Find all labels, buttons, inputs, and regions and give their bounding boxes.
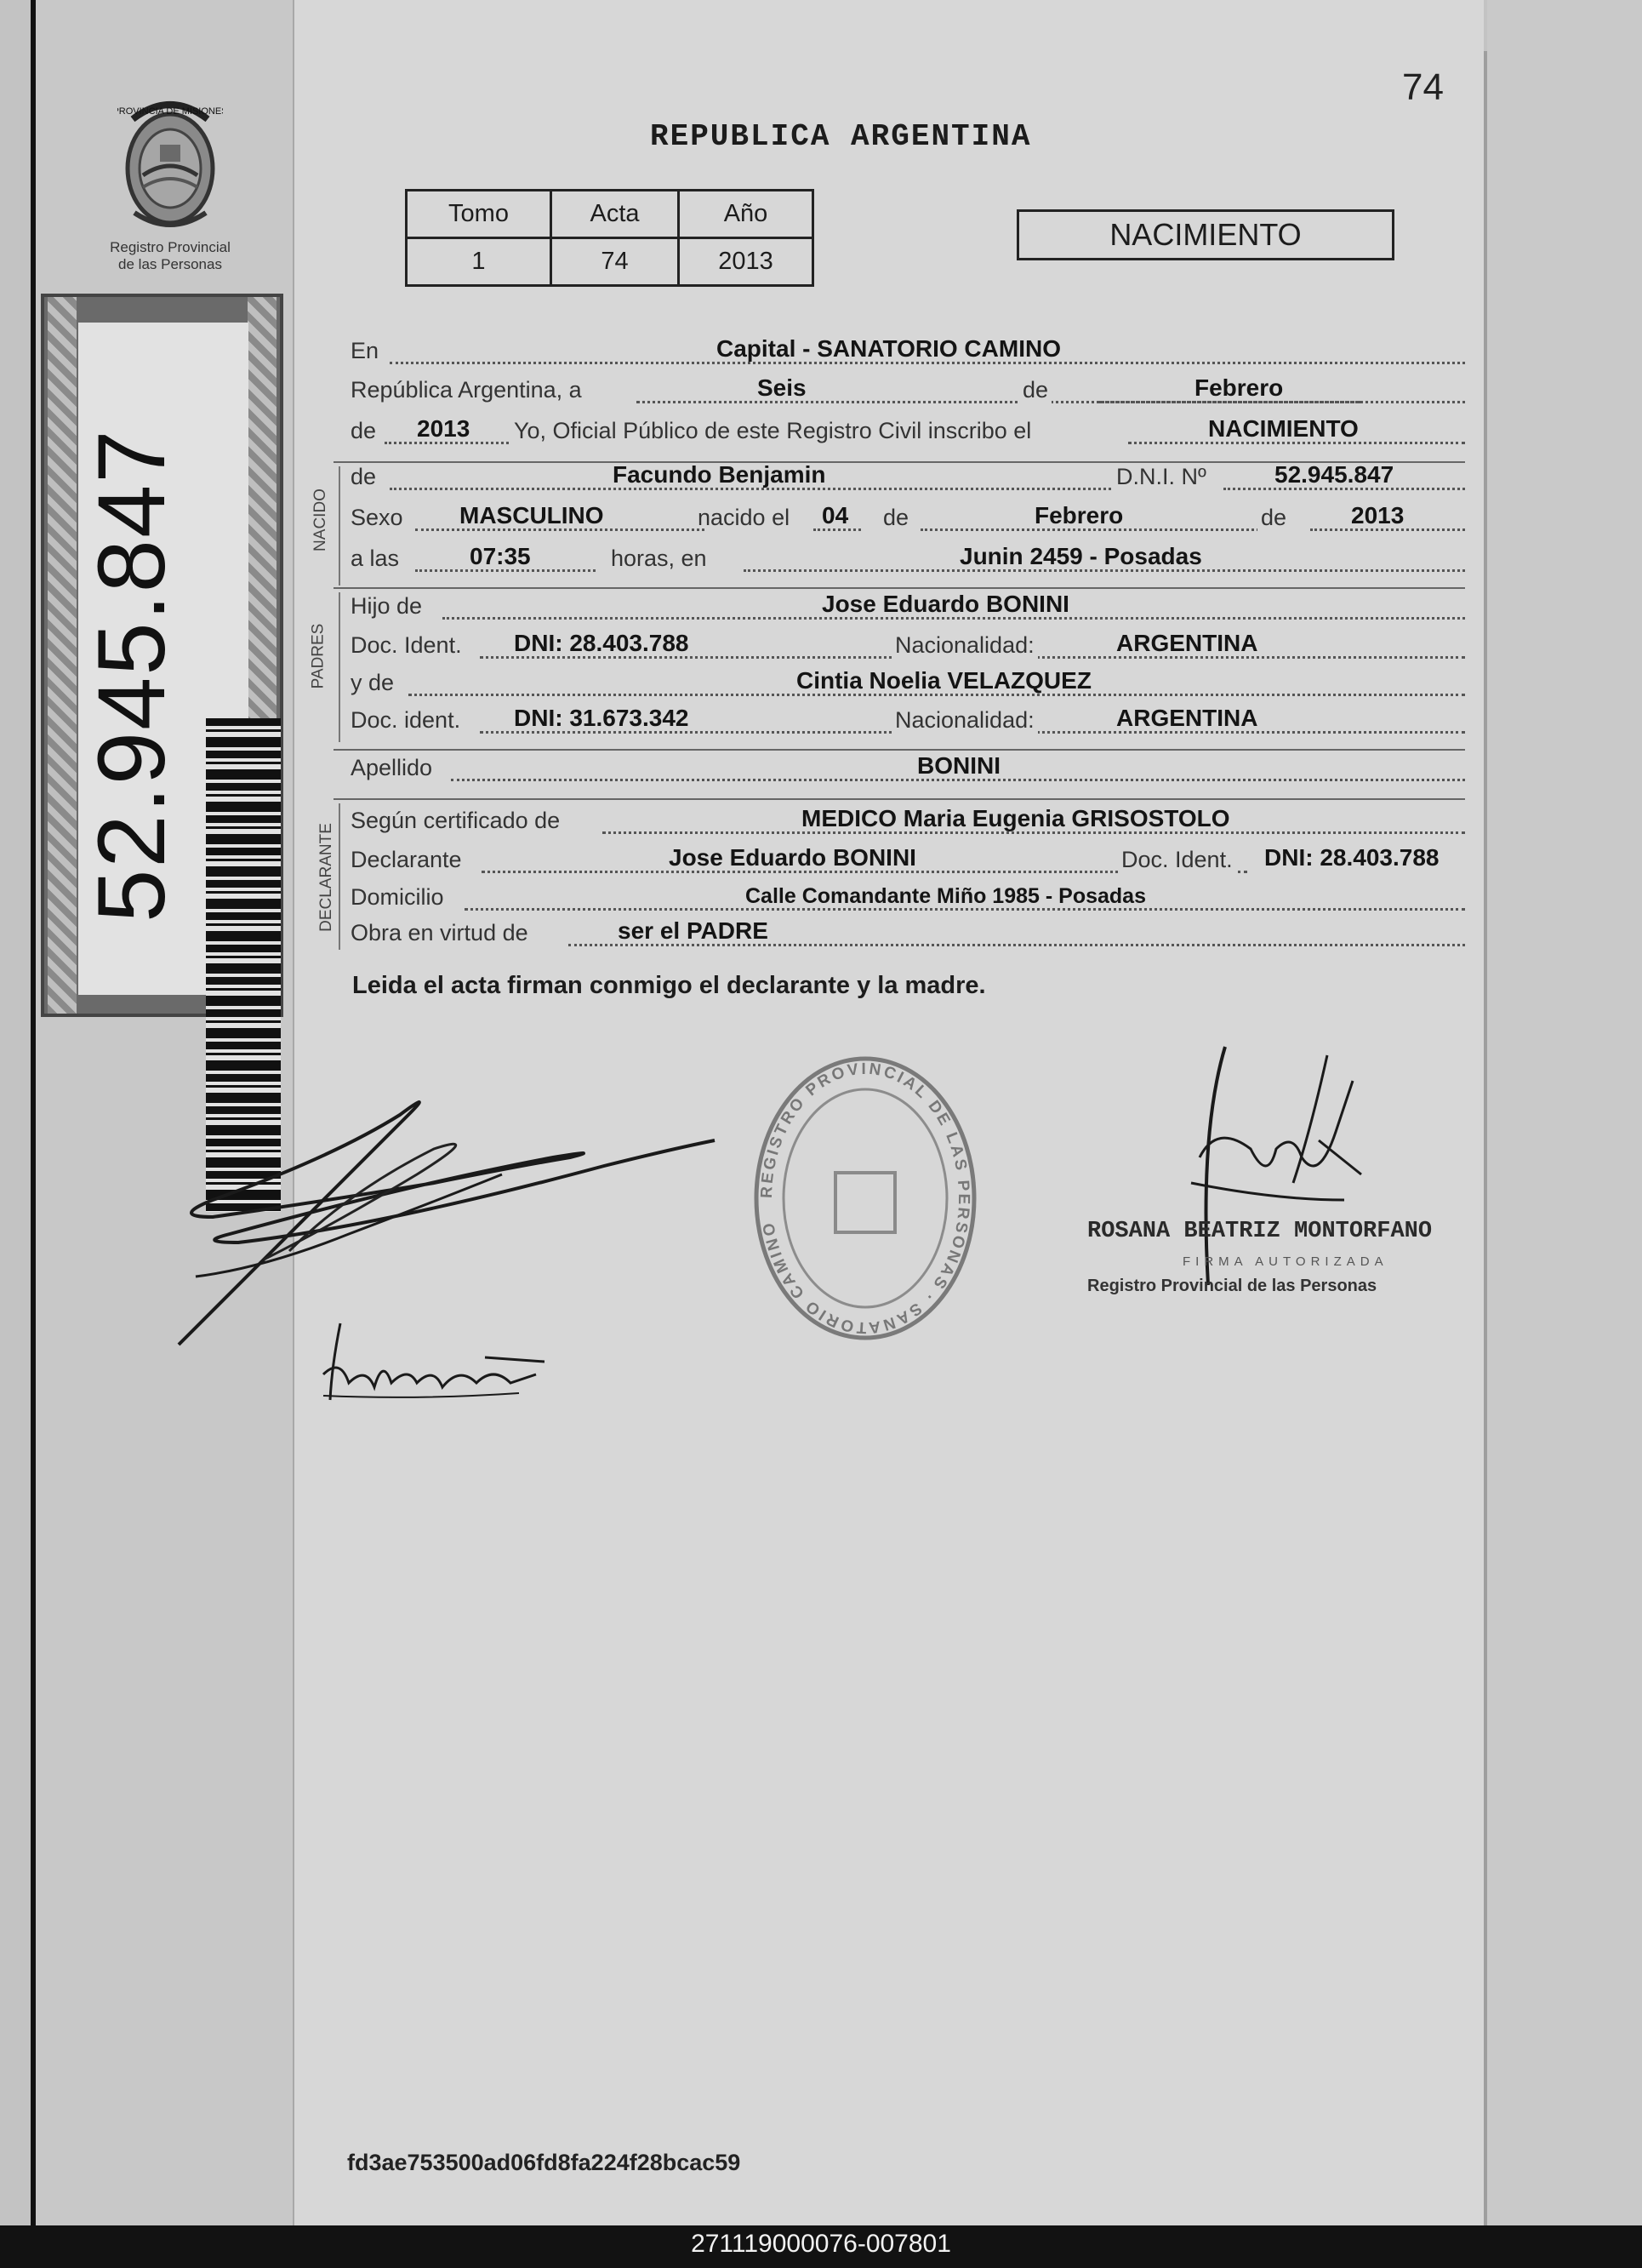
label-y-de: y de (351, 670, 395, 695)
section-label-padres: PADRES (309, 623, 328, 689)
label-doc-madre: Doc. ident. (351, 707, 461, 733)
logo-line-2: de las Personas (118, 256, 222, 272)
label-de-nombre: de (351, 464, 377, 489)
line-padre (351, 589, 1465, 625)
label-doc-declarante: Doc. Ident. (1118, 847, 1236, 873)
stamp-text: REGISTRO PROVINCIAL DE LAS PERSONAS · SANATORIO CAMINO (757, 1060, 973, 1337)
header-tomo: Tomo (407, 191, 551, 238)
label-obra: Obra en virtud de (351, 920, 528, 945)
line-domicilio (351, 880, 1465, 916)
value-place: Capital - SANATORIO CAMINO (716, 335, 1061, 362)
act-type-box: NACIMIENTO (1017, 209, 1394, 260)
label-domicilio: Domicilio (351, 884, 444, 910)
line-sexo (351, 500, 1465, 536)
closing-statement: Leida el acta firman conmigo el declarante y la madre. (352, 972, 986, 999)
value-birth-month: Febrero (1035, 502, 1124, 528)
value-first-names: Facundo Benjamin (613, 461, 826, 488)
page-number: 74 (1402, 66, 1444, 108)
document-title: REPUBLICA ARGENTINA (650, 119, 1032, 154)
coat-of-arms-icon (117, 85, 223, 235)
value-act: NACIMIENTO (1208, 415, 1359, 442)
value-ano: 2013 (679, 238, 813, 286)
line-madre-doc (351, 703, 1465, 739)
line-nombre (351, 460, 1465, 495)
registry-stamp (742, 1045, 989, 1351)
label-declarante: Declarante (351, 847, 462, 872)
label-doc-padre: Doc. Ident. (351, 632, 462, 658)
label-de-month: de (883, 505, 909, 530)
value-declarant: Jose Eduardo BONINI (669, 844, 916, 871)
label-nac-padre: Nacionalidad: (892, 632, 1038, 659)
barcode-number: 52.945.847 (78, 428, 185, 923)
value-dni: 52.945.847 (1274, 461, 1394, 488)
section-label-declarante: DECLARANTE (316, 823, 335, 932)
label-certificado: Según certificado de (351, 808, 561, 833)
line-declarante (351, 843, 1465, 878)
official-signature (1123, 1030, 1378, 1319)
record-table-value-row (407, 238, 813, 286)
label-dni: D.N.I. Nº (1113, 464, 1210, 490)
label-nac-madre: Nacionalidad: (892, 707, 1038, 734)
record-table (405, 189, 814, 287)
header-acta: Acta (551, 191, 679, 238)
label-de: de (1019, 377, 1052, 403)
value-mother: Cintia Noelia VELAZQUEZ (796, 667, 1092, 694)
line-en (351, 334, 1465, 369)
line-certificado (351, 803, 1465, 839)
value-declarant-dni: DNI: 28.403.788 (1264, 844, 1440, 871)
value-birth-place: Junin 2459 - Posadas (960, 543, 1202, 569)
section-bracket-padres (339, 592, 340, 742)
label-horas-en: horas, en (611, 546, 707, 571)
value-birth-day: 04 (822, 502, 849, 528)
value-mother-nationality: ARGENTINA (1116, 705, 1258, 731)
section-bracket-declarante (339, 803, 340, 950)
label-sexo: Sexo (351, 505, 403, 530)
value-father-nationality: ARGENTINA (1116, 630, 1258, 656)
line-obra (351, 916, 1465, 951)
section-divider (334, 798, 1465, 800)
value-sexo: MASCULINO (459, 502, 604, 528)
value-day: Seis (757, 374, 807, 401)
footer-code: 271119000076-007801 (691, 2230, 951, 2258)
mother-signature (315, 1315, 570, 1417)
record-table-header-row (407, 191, 813, 238)
line-hora (351, 541, 1465, 577)
label-inscribo: Yo, Oficial Público de este Registro Civil inscribo el (514, 418, 1032, 443)
value-year: 2013 (417, 415, 470, 442)
value-mother-dni: DNI: 31.673.342 (514, 705, 689, 731)
label-de-year2: de (1257, 505, 1290, 531)
label-de-year: de (351, 418, 377, 443)
value-acta: 74 (551, 238, 679, 286)
value-father: Jose Eduardo BONINI (822, 591, 1069, 617)
logo-seal-text: PROVINCIA DE MISIONES (117, 106, 223, 117)
line-padre-doc (351, 628, 1465, 664)
logo-line-1: Registro Provincial (110, 239, 231, 255)
label-nacido: nacido el (698, 505, 790, 530)
value-birth-year: 2013 (1351, 502, 1405, 528)
line-madre (351, 666, 1465, 701)
label-republica: República Argentina, a (351, 377, 582, 403)
barcode-band (41, 294, 283, 1017)
official-role: FIRMA AUTORIZADA (1183, 1254, 1388, 1269)
value-surname: BONINI (917, 752, 1001, 779)
value-father-dni: DNI: 28.403.788 (514, 630, 689, 656)
label-a-las: a las (351, 546, 400, 571)
value-address: Calle Comandante Miño 1985 - Posadas (745, 884, 1146, 908)
official-office: Registro Provincial de las Personas (1087, 1277, 1377, 1295)
official-name: ROSANA BEATRIZ MONTORFANO (1087, 1219, 1433, 1244)
value-certifier: MEDICO Maria Eugenia GRISOSTOLO (801, 805, 1230, 831)
section-bracket-nacido (339, 466, 340, 586)
right-margin (1487, 0, 1642, 2225)
value-tomo: 1 (407, 238, 551, 286)
line-apellido (351, 751, 1465, 786)
label-hijo-de: Hijo de (351, 593, 423, 619)
section-label-nacido: NACIDO (311, 488, 329, 551)
registry-logo (85, 85, 255, 273)
header-ano: Año (679, 191, 813, 238)
svg-text:REGISTRO PROVINCIAL DE LAS PER (758, 1060, 972, 1336)
label-apellido: Apellido (351, 755, 433, 780)
label-en: En (351, 338, 379, 363)
band-pattern-left (48, 297, 77, 1014)
value-hora: 07:35 (470, 543, 531, 569)
line-republica (351, 373, 1465, 408)
hash-code: fd3ae753500ad06fd8fa224f28bcac59 (347, 2150, 741, 2175)
value-month: Febrero (1194, 374, 1284, 401)
line-year (351, 414, 1465, 449)
value-capacity: ser el PADRE (618, 917, 768, 944)
